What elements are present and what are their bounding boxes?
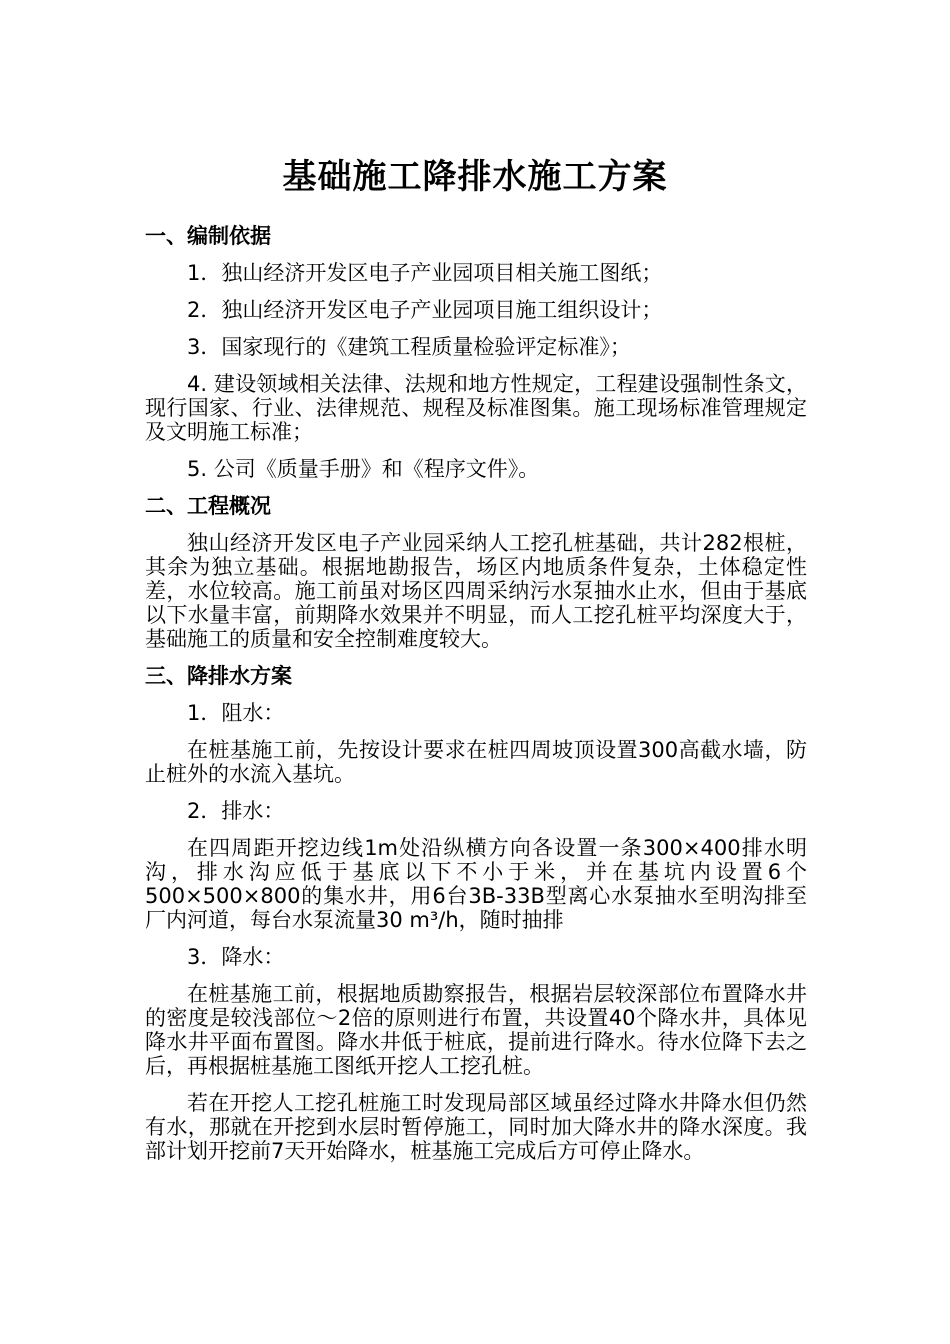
paragraph: 3．国家现行的《建筑工程质量检验评定标准》； — [187, 335, 631, 359]
paragraph: 在桩基施工前，先按设计要求在桩四周坡顶设置300高截水墙，防止桩外的水流入基坑。 — [145, 738, 807, 786]
paragraph: 2．排水： — [187, 799, 285, 823]
section-basis — [145, 224, 807, 481]
section-overview — [145, 494, 807, 651]
paragraph: 1．阻水： — [187, 701, 285, 725]
paragraph: 在桩基施工前，根据地质勘察报告，根据岩层较深部位布置降水井的密度是较浅部位～2倍的原则进行布置，共设置40个降水井，具体见降水井平面布置图。降水井低于桩底，提前进行降水。待水位降下去之后，再根据桩基施工图纸开挖人工挖孔桩。 — [145, 982, 807, 1078]
section-dewatering-plan — [145, 664, 807, 1163]
document-title: 基础施工降排水施工方案 — [282, 157, 668, 197]
paragraph: 在四周距开挖边线1m处沿纵横方向各设置一条300×400排水明沟，排水沟应低于基底以下不小于米，并在基坑内设置6个500×500×800的集水井，用6台3B-33B型离心水泵抽水至明沟排至厂内河道，每台水泵流量30 m³/h，随时抽排 — [145, 836, 807, 932]
paragraph: 5. 公司《质量手册》和《程序文件》。 — [187, 457, 540, 481]
section-heading: 二、工程概况 — [145, 494, 271, 518]
paragraph: 独山经济开发区电子产业园采纳人工挖孔桩基础，共计282根桩，其余为独立基础。根据地勘报告，场区内地质条件复杂，土体稳定性差，水位较高。施工前虽对场区四周采纳污水泵抽水止水，但由于基底以下水量丰富，前期降水效果并不明显，而人工挖孔桩平均深度大于，基础施工的质量和安全控制难度较大。 — [145, 531, 807, 651]
section-heading: 一、编制依据 — [145, 224, 271, 248]
paragraph: 3．降水： — [187, 945, 285, 969]
paragraph: 2．独山经济开发区电子产业园项目施工组织设计； — [187, 298, 663, 322]
document-body — [145, 224, 807, 1176]
paragraph: 若在开挖人工挖孔桩施工时发现局部区域虽经过降水井降水但仍然有水，那就在开挖到水层时暂停施工，同时加大降水井的降水深度。我部计划开挖前7天开始降水，桩基施工完成后方可停止降水。 — [145, 1091, 807, 1163]
paragraph: 1．独山经济开发区电子产业园项目相关施工图纸； — [187, 261, 663, 285]
paragraph: 4. 建设领域相关法律、法规和地方性规定，工程建设强制性条文，现行国家、行业、法律规范、规程及标准图集。施工现场标准管理规定及文明施工标准； — [145, 372, 807, 444]
section-heading: 三、降排水方案 — [145, 664, 292, 688]
